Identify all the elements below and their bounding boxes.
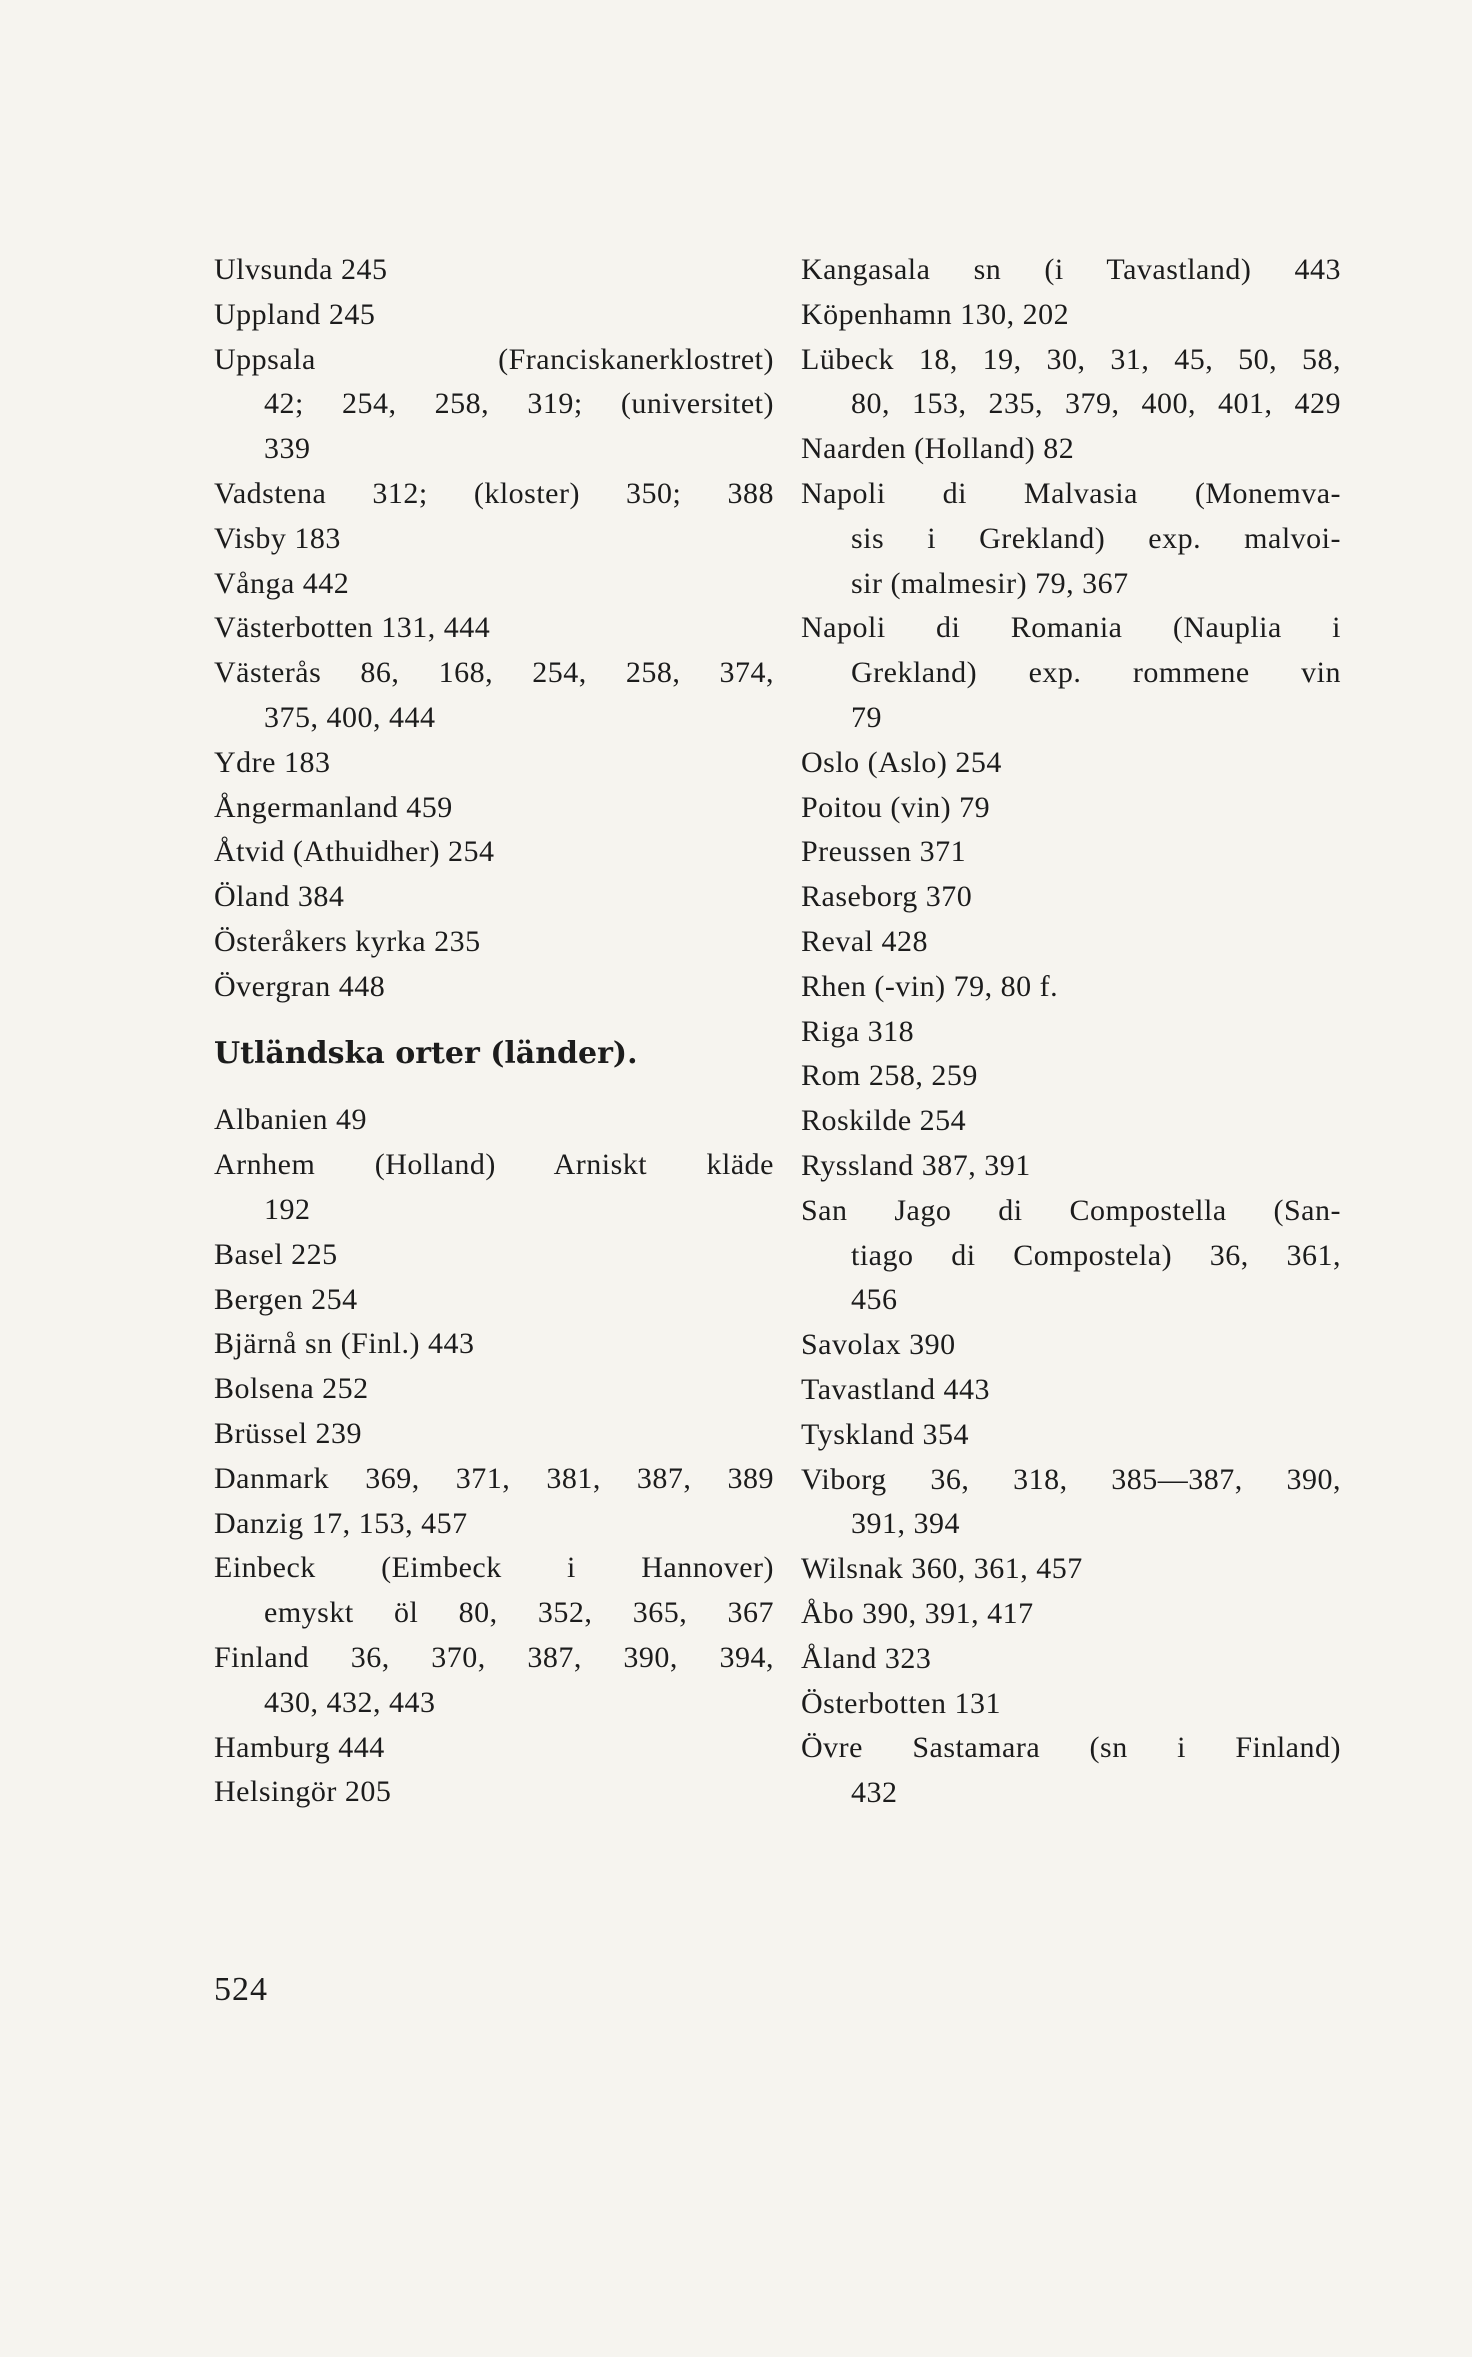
index-entry: Tavastland 443 xyxy=(801,1372,991,1406)
page-number: 524 xyxy=(214,1971,268,2008)
index-entry: Napoli di Romania (Nauplia i xyxy=(801,611,1341,645)
index-entry: Övergran 448 xyxy=(214,969,386,1003)
index-entry: Västerbotten 131, 444 xyxy=(214,611,491,645)
index-entry: Brüssel 239 xyxy=(214,1416,362,1450)
index-entry-continuation: 391, 394 xyxy=(851,1507,960,1541)
index-entry: Hamburg 444 xyxy=(214,1730,385,1764)
section-heading-foreign-places: Utländska orter (länder). xyxy=(214,1035,638,1071)
index-entry: Uppsala (Franciskanerklostret) xyxy=(214,342,774,376)
index-entry: Visby 183 xyxy=(214,521,341,555)
index-entry-continuation: sis i Grekland) exp. malvoi- xyxy=(851,521,1341,555)
index-entry: Albanien 49 xyxy=(214,1103,367,1137)
index-entry: Ulvsunda 245 xyxy=(214,253,388,286)
index-entry: Övre Sastamara (sn i Finland) xyxy=(801,1731,1341,1765)
index-entry-continuation: 375, 400, 444 xyxy=(264,700,436,734)
index-entry: Vadstena 312; (kloster) 350; 388 xyxy=(214,476,774,510)
index-entry: Österbotten 131 xyxy=(801,1686,1001,1720)
index-entry: San Jago di Compostella (San- xyxy=(801,1193,1341,1227)
index-entry: Rhen (-vin) 79, 80 f. xyxy=(801,969,1059,1003)
index-entry-continuation: sir (malmesir) 79, 367 xyxy=(851,566,1129,600)
index-entry: Savolax 390 xyxy=(801,1328,956,1362)
index-entry-continuation: 192 xyxy=(264,1192,311,1226)
index-entry-continuation: 432 xyxy=(851,1776,898,1810)
index-entry: Köpenhamn 130, 202 xyxy=(801,297,1070,331)
index-entry: Bolsena 252 xyxy=(214,1372,369,1406)
index-entry: Åtvid (Athuidher) 254 xyxy=(214,835,495,869)
index-entry: Vånga 442 xyxy=(214,566,350,600)
index-entry: Ryssland 387, 391 xyxy=(801,1148,1031,1182)
index-entry: Åland 323 xyxy=(801,1641,932,1675)
index-entry: Ångermanland 459 xyxy=(214,790,453,824)
index-entry-continuation: 79 xyxy=(851,700,882,734)
index-entry: Öland 384 xyxy=(214,880,345,914)
index-entry-continuation: 80, 153, 235, 379, 400, 401, 429 xyxy=(851,387,1341,421)
index-entry: Lübeck 18, 19, 30, 31, 45, 50, 58, xyxy=(801,342,1341,376)
index-entry: Raseborg 370 xyxy=(801,880,973,914)
index-entry: Uppland 245 xyxy=(214,297,376,331)
index-entry-continuation: 339 xyxy=(264,432,311,466)
index-entry: Preussen 371 xyxy=(801,835,967,869)
index-entry: Danzig 17, 153, 457 xyxy=(214,1506,468,1540)
index-entry-continuation: 430, 432, 443 xyxy=(264,1685,436,1719)
index-entry: Västerås 86, 168, 254, 258, 374, xyxy=(214,656,774,690)
index-entry-continuation: emyskt öl 80, 352, 365, 367 xyxy=(264,1596,774,1630)
index-entry: Kangasala sn (i Tavastland) 443 xyxy=(801,253,1341,286)
index-entry: Viborg 36, 318, 385—387, 390, xyxy=(801,1462,1341,1496)
left-index-column xyxy=(214,248,774,1815)
index-entry: Finland 36, 370, 387, 390, 394, xyxy=(214,1640,774,1674)
index-entry: Åbo 390, 391, 417 xyxy=(801,1596,1034,1630)
index-entry: Reval 428 xyxy=(801,924,928,958)
index-entry: Poitou (vin) 79 xyxy=(801,790,991,824)
right-index-column xyxy=(801,248,1341,1816)
index-entry: Wilsnak 360, 361, 457 xyxy=(801,1552,1083,1586)
index-entry: Rom 258, 259 xyxy=(801,1059,978,1093)
index-entry-continuation: tiago di Compostela) 36, 361, xyxy=(851,1238,1341,1272)
index-entry: Arnhem (Holland) Arniskt kläde xyxy=(214,1148,774,1182)
foreign-places-list-continued xyxy=(801,248,1341,1816)
index-entry: Riga 318 xyxy=(801,1014,915,1048)
index-entry: Naarden (Holland) 82 xyxy=(801,432,1075,466)
index-entry: Basel 225 xyxy=(214,1237,338,1271)
index-entry: Helsingör 205 xyxy=(214,1775,392,1809)
index-entry: Österåkers kyrka 235 xyxy=(214,924,481,958)
index-entry: Bjärnå sn (Finl.) 443 xyxy=(214,1327,475,1361)
foreign-places-list xyxy=(214,1098,774,1815)
index-entry: Tyskland 354 xyxy=(801,1417,970,1451)
swedish-places-list xyxy=(214,248,774,1010)
index-entry: Ydre 183 xyxy=(214,745,331,779)
index-entry: Einbeck (Eimbeck i Hannover) xyxy=(214,1551,774,1585)
index-entry: Napoli di Malvasia (Monemva- xyxy=(801,476,1341,510)
index-entry-continuation: Grekland) exp. rommene vin xyxy=(851,656,1341,690)
index-entry: Oslo (Aslo) 254 xyxy=(801,745,1002,779)
index-entry-continuation: 456 xyxy=(851,1283,898,1317)
index-entry: Bergen 254 xyxy=(214,1282,358,1316)
index-entry-continuation: 42; 254, 258, 319; (universitet) xyxy=(264,387,774,421)
index-entry: Danmark 369, 371, 381, 387, 389 xyxy=(214,1461,774,1495)
index-entry: Roskilde 254 xyxy=(801,1104,967,1138)
